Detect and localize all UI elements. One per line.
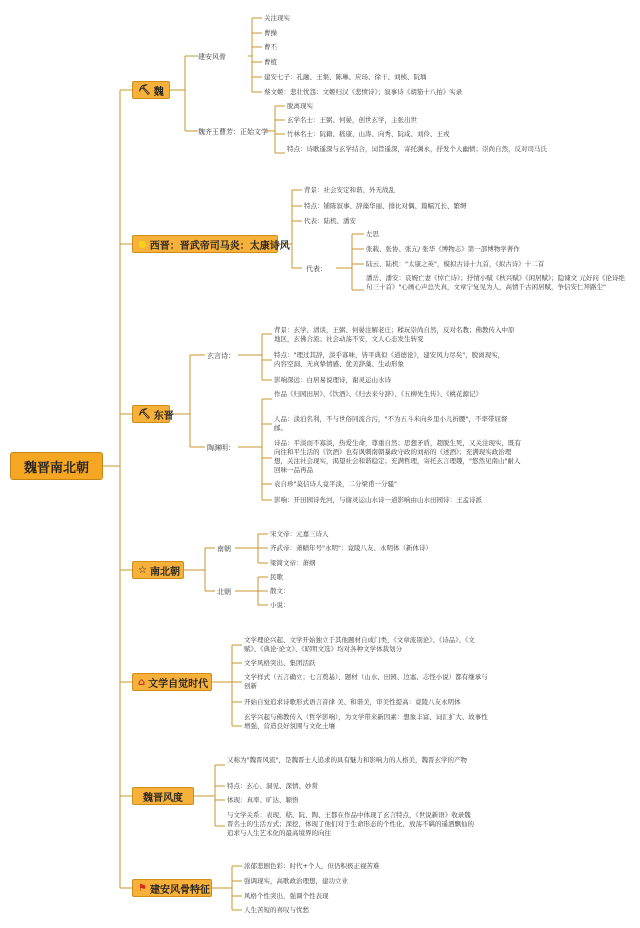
leaf: 文学样式（五言确立；七言奠基）、题材（山水、田园、边塞、志怪小说）都有继承与创新 (244, 673, 488, 690)
leaf: 特点：玄心、洞见、深情、妙赏 (227, 782, 318, 790)
leaf: 脱离现实 (287, 102, 313, 110)
leaf: 文学风格突出、集团活跃 (244, 659, 316, 667)
leaf: 文学理论兴起、文学开始独立于其他题材自成门类，《文章流别论》、《诗品》、《文赋》、《典论·论文》、《昭明文选》均对各种文学体裁划分 (244, 636, 475, 653)
star-icon: ☆ (138, 564, 147, 576)
sub-taoyuanming[interactable]: 陶渊明： (207, 444, 235, 452)
sub-xuanyan[interactable]: 玄言诗： (207, 352, 235, 360)
node-zijue-label: 文学自觉时代 (148, 678, 209, 690)
leaf: 开始自觉追求诗歌形式语言音律 美、和谐美，审美性提高：竟陵八友永明体 (244, 698, 461, 706)
leaf: 建安七子：孔融、王粲、陈琳、应玚、徐干、刘桢、阮瑀 (264, 73, 427, 81)
sub-jianan[interactable]: 建安风骨 (198, 53, 226, 61)
sun-icon: ● (138, 238, 147, 250)
leaf: 特点：铺陈叙事、辞藻华丽、排比对偶、篇幅冗长、繁缛 (304, 202, 467, 210)
leaf: 民歌 (270, 573, 283, 581)
node-jiananfengge-label: 建安风骨特征 (149, 884, 210, 896)
node-jiananfengge[interactable] (132, 879, 212, 897)
sub-daibiao[interactable]: 代表： (306, 265, 327, 273)
node-wei[interactable] (132, 81, 170, 99)
leaf: 与文学关系：表现，嵇、阮、陶、王都在作品中体现了玄言特点，《世说新语》收录魏晋名士的生活方式；深挖，体现了他们对于生命形态的个性化、放荡不羁的遥洒飘仙的追求与人生艺术化的最高境界的向往 (227, 811, 474, 837)
leaf: 背景：社会安定和谐、外无战乱 (304, 186, 395, 194)
house-icon: ⌂ (138, 676, 146, 688)
node-xijin[interactable] (132, 235, 290, 253)
flag-icon: ⚑ (138, 882, 147, 894)
sub-beichao[interactable]: 北朝 (217, 588, 231, 596)
leaf: 风格个性突出，强调个性表现 (244, 892, 329, 900)
leaf: 蔡文姬：悲壮忧怨：文姬归汉《悲愤诗》；叙事诗《胡笳十八拍》实录 (264, 88, 463, 96)
leaf: 人生苦短的喜叹与忧愁 (244, 906, 309, 914)
leaf: 关注现实 (264, 14, 290, 22)
leaf: 特点："理过其辞，淡乎寡味，皆平典似《道德论》，建安风力尽矣"，脱离现实，内容空洞、无真挚情感、优美辞藻、生动形象 (274, 351, 505, 368)
leaf: 背景：玄学、清谈，王弼、何晏注解老庄；糅玩崇尚自然，反对名教；佛教传入中原地区，玄佛合流；社会动荡不安，文人心态发生转变 (274, 326, 515, 343)
leaf: 陆云、陆机："太康之英"，模拟古诗十九首，《拟古诗》十二首 (366, 260, 545, 268)
leaf: 强调现实，高歌政治理想，建功立业 (244, 877, 348, 885)
leaf: 又称为"魏晋风流"，是魏晋士人追求的具有魅力和影响力的人格美，魏晋玄学的产物 (227, 756, 467, 764)
node-fengdu[interactable] (132, 787, 194, 805)
node-dongjin-label: 东晋 (153, 410, 174, 422)
sub-zhengshi[interactable]: 魏齐王曹芳：正始文学 (198, 128, 268, 136)
node-zijue[interactable] (132, 673, 212, 691)
pickaxe-icon: ⛏ (138, 84, 151, 96)
leaf: 竹林名士：阮籍、嵇康、山涛、向秀、阮咸、刘伶、王戎 (287, 130, 450, 138)
leaf: 影响：开田园诗先河，与谢灵运山水诗一道影响由山水田园诗：王孟诗派 (274, 496, 482, 504)
leaf: 影响深远：白居易说理诗，谢灵运山水诗 (274, 376, 391, 384)
leaf: 玄学名士：王弼、何晏，创世玄学，主张出世 (287, 116, 417, 124)
leaf: 诗品：平淡而不寡淡，热爱生命，尊重自然；思想矛盾，超脱生死，又关注现实，既有向往和平生活的《饮酒》也有讽刺南朝暴政守政的刘裕的《述酒》；充满现实政治理想，关注社会现实，渴望社会和谐稳定；充满哲理，寄托玄言理趣，"悠然见南山"耐人回味一品再品 (274, 439, 521, 474)
node-nanbeichao[interactable] (132, 561, 184, 579)
leaf: 小说： (270, 601, 290, 609)
leaf: 张载、张协、张亢/ 张华《博物志》第一部博物学著作 (366, 245, 520, 253)
leaf: 曹丕 (264, 43, 277, 51)
leaf: 宋文帝：元嘉三诗人 (270, 530, 329, 538)
leaf: 袁自珍"莫信诗人竟平淡，二分梁甫一分骚" (274, 480, 397, 488)
pickaxe-icon: ⛏ (138, 408, 151, 420)
leaf: 作品《归园田居》、《饮酒》、《归去来兮辞》、《五柳先生传》、《桃花源记》 (274, 390, 482, 398)
node-dongjin[interactable] (132, 405, 174, 423)
leaf: 曹操 (264, 29, 277, 37)
leaf: 曹植 (264, 58, 277, 66)
leaf: 散文： (270, 587, 290, 595)
node-wei-label: 魏 (153, 86, 164, 98)
leaf: 齐武帝：萧赜年号"永明"：竟陵八友、永明体（新体诗） (270, 544, 432, 552)
node-fengdu-label: 魏晋风度 (143, 792, 183, 804)
leaf: 梁简文帝：萧纲 (270, 559, 316, 567)
leaf: 人品：淡泊名利，不与世俗同流合污，"不为五斗米向乡里小儿折腰"，不率带屈督邮。 (274, 415, 508, 432)
leaf: 体现：真率、旷达、颖悟 (227, 796, 299, 804)
leaf: 特点：诗歌遥深与玄学结合，词旨遥深，寄托渊永，抒发个人幽愤；崇尚自然，反对司马氏 (287, 145, 547, 153)
leaf: 玄学兴起与佛教传入（哲学影响），为文学带来新因素：想象丰富、词汇扩大、故事性增强、营造良好氛围与文化土壤 (244, 713, 488, 730)
leaf: 左思 (366, 230, 379, 238)
sub-nanchao[interactable]: 南朝 (217, 545, 231, 553)
leaf: 潘岳、潘安：哀婉亡妻《悼亡诗》；抒情小赋《秋兴赋》《闲居赋》；隐谏文 元好问《论诗绝句三十首》"心画心声总失真，文章宁复见为人，高情千古闲居赋，争信安仁拜路尘" (366, 274, 625, 291)
root-node[interactable]: 魏晋南北朝 (10, 452, 103, 480)
node-xijin-label: 西晋：晋武帝司马炎：太康诗风 (149, 240, 290, 252)
node-nanbeichao-label: 南北朝 (149, 566, 180, 578)
leaf: 代表：陆机、潘安 (304, 217, 356, 225)
leaf: 浓郁悲剧色彩：时代+个人，但仍积极正视苦难 (244, 862, 380, 870)
